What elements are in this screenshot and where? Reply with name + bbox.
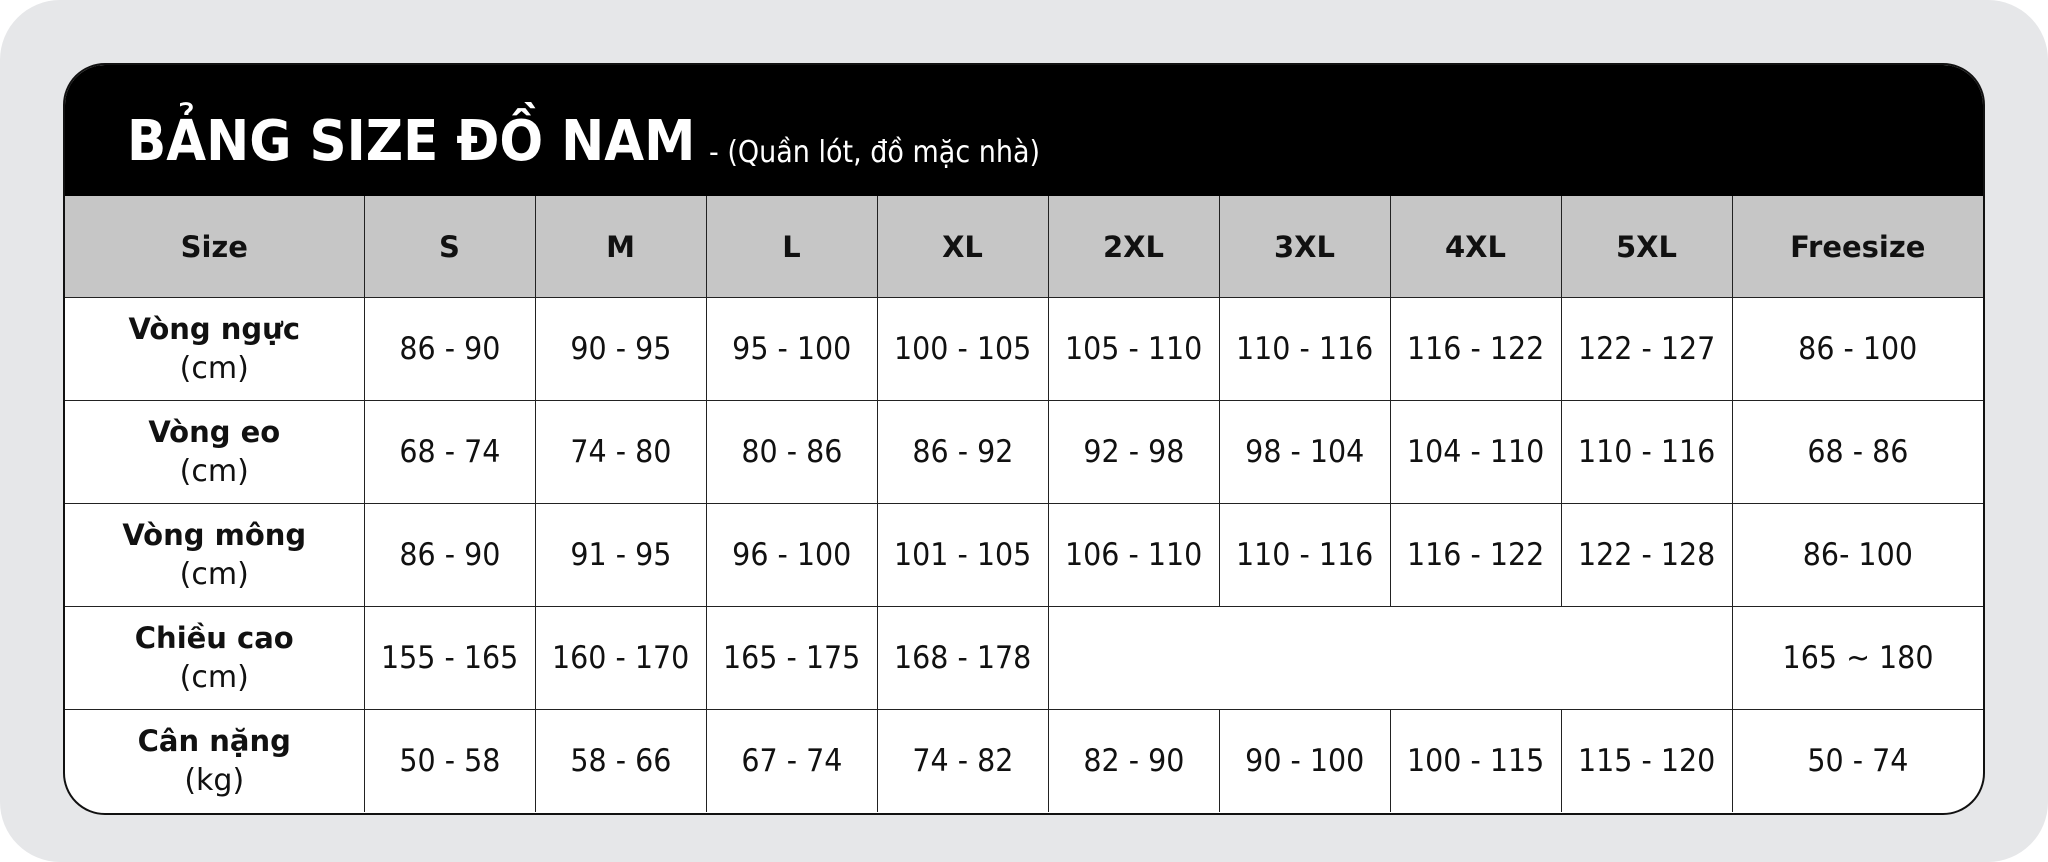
table-cell: 92 - 98 — [1048, 401, 1219, 504]
table-cell: 100 - 105 — [877, 298, 1048, 401]
table-cell: 90 - 95 — [535, 298, 706, 401]
table-cell: 165 ~ 180 — [1732, 607, 1983, 710]
table-cell: 165 - 175 — [706, 607, 877, 710]
table-cell: 116 - 122 — [1390, 298, 1561, 401]
table-cell: 67 - 74 — [706, 710, 877, 813]
table-cell: 104 - 110 — [1390, 401, 1561, 504]
row-label — [65, 504, 364, 607]
table-cell: 91 - 95 — [535, 504, 706, 607]
table-cell: 80 - 86 — [706, 401, 877, 504]
row-label — [65, 298, 364, 401]
table-cell: 90 - 100 — [1219, 710, 1390, 813]
table-row — [65, 607, 1983, 710]
table-row — [65, 298, 1983, 401]
table-cell: 168 - 178 — [877, 607, 1048, 710]
row-label-name: Cân nặng — [137, 724, 291, 758]
column-header-5xl: 5XL — [1561, 196, 1732, 298]
column-header-m: M — [535, 196, 706, 298]
table-cell: 110 - 116 — [1219, 298, 1390, 401]
column-header-2xl: 2XL — [1048, 196, 1219, 298]
table-cell: 68 - 86 — [1732, 401, 1983, 504]
column-header-3xl: 3XL — [1219, 196, 1390, 298]
table-row — [65, 504, 1983, 607]
table-cell: 106 - 110 — [1048, 504, 1219, 607]
row-label-name: Vòng eo — [148, 415, 281, 449]
table-cell: 122 - 128 — [1561, 504, 1732, 607]
column-header-s: S — [364, 196, 535, 298]
table-cell: 58 - 66 — [535, 710, 706, 813]
row-label-unit: (cm) — [179, 454, 249, 489]
row-label-unit: (cm) — [179, 351, 249, 386]
column-header-l: L — [706, 196, 877, 298]
row-label — [65, 607, 364, 710]
table-cell: 116 - 122 — [1390, 504, 1561, 607]
table-cell: 86 - 100 — [1732, 298, 1983, 401]
chart-subtitle: - (Quần lót, đồ mặc nhà) — [708, 135, 1040, 170]
table-cell: 122 - 127 — [1561, 298, 1732, 401]
size-table — [65, 196, 1983, 812]
table-cell: 155 - 165 — [364, 607, 535, 710]
table-cell: 96 - 100 — [706, 504, 877, 607]
column-header-4xl: 4XL — [1390, 196, 1561, 298]
row-label-unit: (cm) — [179, 660, 249, 695]
table-cell: 50 - 58 — [364, 710, 535, 813]
table-cell: 82 - 90 — [1048, 710, 1219, 813]
table-cell: 74 - 82 — [877, 710, 1048, 813]
table-cell: 98 - 104 — [1219, 401, 1390, 504]
table-cell: 100 - 115 — [1390, 710, 1561, 813]
row-label-name: Chiều cao — [134, 621, 294, 655]
table-cell: 86- 100 — [1732, 504, 1983, 607]
table-cell: 86 - 90 — [364, 298, 535, 401]
column-header-freesize: Freesize — [1732, 196, 1983, 298]
table-cell: 110 - 116 — [1219, 504, 1390, 607]
table-cell: 50 - 74 — [1732, 710, 1983, 813]
chart-title: BẢNG SIZE ĐỒ NAM — [127, 109, 696, 174]
table-cell: 86 - 92 — [877, 401, 1048, 504]
table-cell: 86 - 90 — [364, 504, 535, 607]
row-label-unit: (kg) — [184, 763, 245, 798]
row-label — [65, 401, 364, 504]
column-header-size: Size — [65, 196, 364, 298]
size-chart-card — [63, 63, 1985, 815]
table-row — [65, 710, 1983, 813]
column-header-xl: XL — [877, 196, 1048, 298]
table-row — [65, 401, 1983, 504]
table-cell: 160 - 170 — [535, 607, 706, 710]
row-label-name: Vòng mông — [122, 518, 307, 552]
chart-header — [65, 65, 1983, 196]
table-cell: 101 - 105 — [877, 504, 1048, 607]
header-row — [65, 196, 1983, 298]
table-cell: 74 - 80 — [535, 401, 706, 504]
table-cell: 95 - 100 — [706, 298, 877, 401]
table-cell: 115 - 120 — [1561, 710, 1732, 813]
row-label-name: Vòng ngực — [128, 312, 301, 346]
row-label — [65, 710, 364, 813]
row-label-unit: (cm) — [179, 557, 249, 592]
table-cell: 68 - 74 — [364, 401, 535, 504]
table-cell: 110 - 116 — [1561, 401, 1732, 504]
table-cell: 105 - 110 — [1048, 298, 1219, 401]
merged-empty-cell — [1048, 607, 1732, 710]
